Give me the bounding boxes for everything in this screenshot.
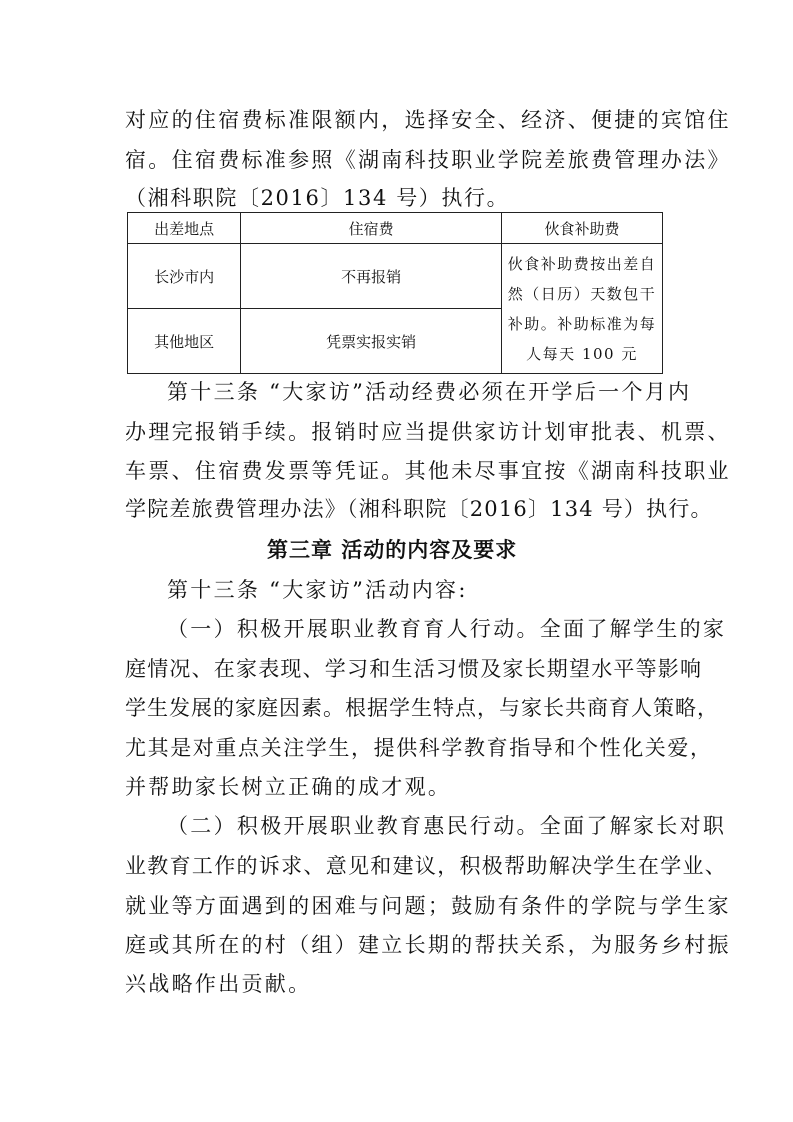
table-row xyxy=(128,244,663,309)
item-1-line-5: 并帮助家长树立正确的成才观。 xyxy=(125,775,452,799)
table-header-lodging: 住宿费 xyxy=(241,213,502,244)
table-header-place: 出差地点 xyxy=(128,213,241,244)
subsidy-line: 然（日历）天数包干 xyxy=(507,284,657,303)
table-cell-meal-subsidy xyxy=(502,244,663,374)
table-header-row xyxy=(128,213,663,244)
table-cell-place: 其他地区 xyxy=(128,309,241,374)
chapter-3-title: 第三章 活动的内容及要求 xyxy=(267,538,518,562)
item-1-line-2: 庭情况、在家表现、学习和生活习惯及家长期望水平等影响 xyxy=(125,657,703,681)
item-1-line-4: 尤其是对重点关注学生，提供科学教育指导和个性化关爱， xyxy=(125,736,713,760)
article-13a-line-4: 学院差旅费管理办法》（湘科职院〔2016〕134 号）执行。 xyxy=(125,497,713,521)
item-2-line-5: 兴战略作出贡献。 xyxy=(125,972,312,996)
item-2-line-1: （二）积极开展职业教育惠民行动。全面了解家长对职 xyxy=(167,814,727,838)
article-13a-line-2: 办理完报销手续。报销时应当提供家访计划审批表、机票、 xyxy=(125,420,731,444)
subsidy-line: 伙食补助费按出差自 xyxy=(507,254,657,273)
item-2-line-4: 庭或其所在的村（组）建立长期的帮扶关系，为服务乡村振 xyxy=(125,933,731,957)
item-1-line-3: 学生发展的家庭因素。根据学生特点，与家长共商育人策略， xyxy=(125,696,719,720)
item-1-line-1: （一）积极开展职业教育育人行动。全面了解学生的家 xyxy=(167,617,727,641)
table-cell-place: 长沙市内 xyxy=(128,244,241,309)
item-2-line-2: 业教育工作的诉求、意见和建议，积极帮助解决学生在学业、 xyxy=(125,854,728,878)
intro-line-3: （湘科职院〔2016〕134 号）执行。 xyxy=(125,186,510,210)
table-header-meal: 伙食补助费 xyxy=(502,213,663,244)
expense-table xyxy=(127,212,663,374)
subsidy-line: 补助。补助标准为每 xyxy=(507,314,657,333)
table-cell-lodging: 凭票实报实销 xyxy=(241,309,502,374)
item-2-line-3: 就业等方面遇到的困难与问题；鼓励有条件的学院与学生家 xyxy=(125,894,731,918)
article-13b-title: 第十三条 “大家访”活动内容: xyxy=(167,578,468,602)
table-cell-lodging: 不再报销 xyxy=(241,244,502,309)
intro-line-1: 对应的住宿费标准限额内，选择安全、经济、便捷的宾馆住 xyxy=(125,108,731,132)
article-13a-line-3: 车票、住宿费发票等凭证。其他未尽事宜按《湖南科技职业 xyxy=(125,459,731,483)
subsidy-line: 人每天 100 元 xyxy=(526,344,638,363)
intro-line-2: 宿。住宿费标准参照《湖南科技职业学院差旅费管理办法》 xyxy=(125,148,731,172)
article-13a-line-1: 第十三条 “大家访”活动经费必须在开学后一个月内 xyxy=(167,380,692,404)
